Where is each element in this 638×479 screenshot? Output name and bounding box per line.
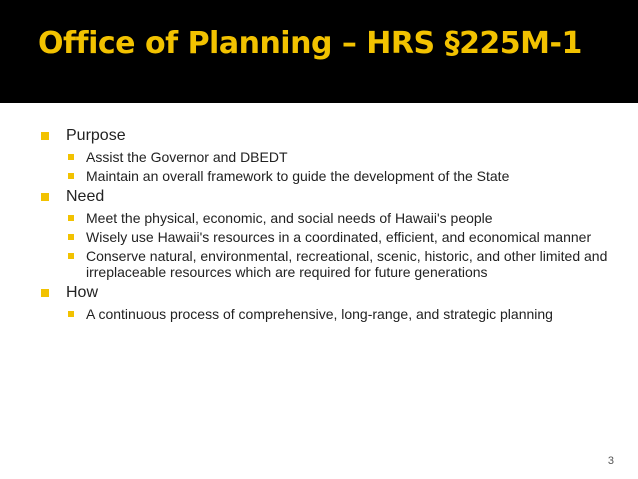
section-heading-text: Purpose [66, 127, 126, 144]
list-item-text: Wisely use Hawaii's resources in a coordinated, efficient, and economical manner [86, 229, 592, 245]
title-bar [0, 0, 638, 103]
slide-title: Office of Planning – HRS §225M-1 [38, 26, 582, 61]
square-bullet-icon [68, 311, 74, 317]
section-heading-text: How [66, 284, 99, 301]
section-heading-need [38, 187, 613, 207]
list-item [38, 168, 613, 184]
square-bullet-icon [41, 193, 49, 201]
list-item [38, 229, 613, 245]
square-bullet-icon [68, 253, 74, 259]
list-item-text: Assist the Governor and DBEDT [86, 149, 288, 165]
square-bullet-icon [68, 234, 74, 240]
section-heading-text: Need [66, 188, 105, 205]
slide-content [38, 126, 613, 325]
square-bullet-icon [68, 154, 74, 160]
square-bullet-icon [68, 215, 74, 221]
list-item [38, 149, 613, 165]
list-item [38, 306, 613, 322]
page-number: 3 [607, 455, 614, 467]
square-bullet-icon [68, 173, 74, 179]
list-item-text: Meet the physical, economic, and social needs of Hawaii's people [86, 210, 493, 226]
list-item-text: Maintain an overall framework to guide the development of the State [86, 168, 510, 184]
square-bullet-icon [41, 289, 49, 297]
list-item-text: Conserve natural, environmental, recreational, scenic, historic, and other limited and irreplaceable resources which are required for future generations [86, 248, 608, 280]
list-item-text: A continuous process of comprehensive, long-range, and strategic planning [86, 306, 553, 322]
list-item [38, 210, 613, 226]
square-bullet-icon [41, 132, 49, 140]
list-item [38, 248, 613, 280]
section-heading-purpose [38, 126, 613, 146]
section-heading-how [38, 283, 613, 303]
